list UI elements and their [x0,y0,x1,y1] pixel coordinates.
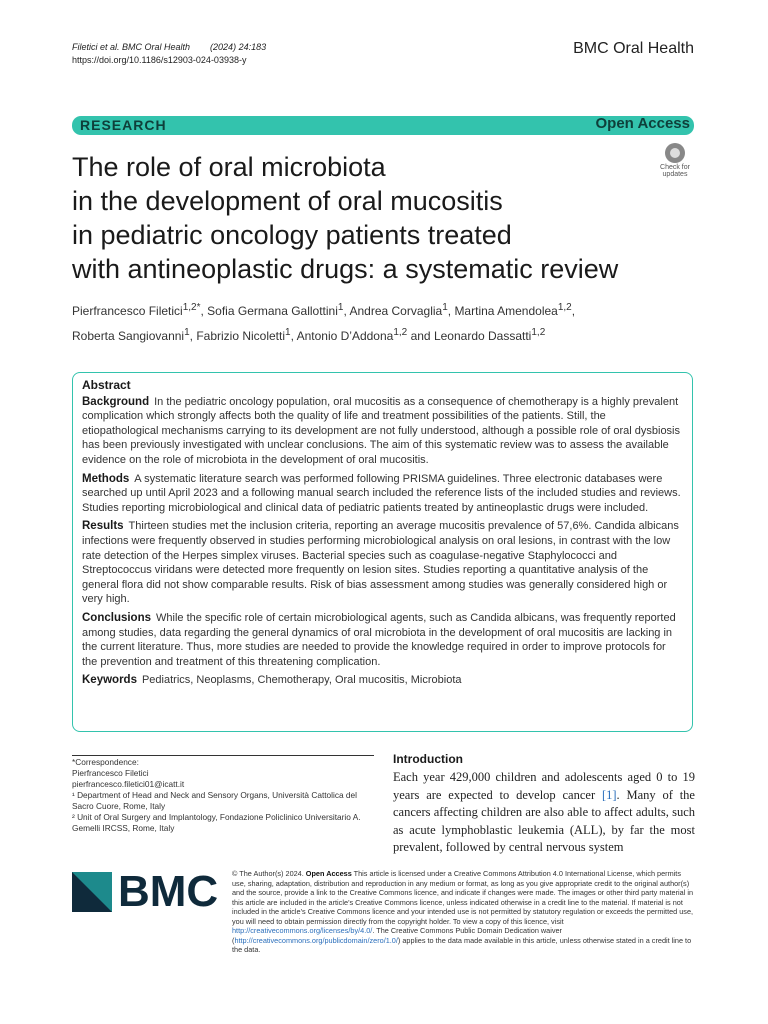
author[interactable]: Roberta Sangiovanni$^1$ [72,327,190,343]
abstract-results: Results Thirteen studies met the inclusion criteria, reporting an average mucositis prevalence of 57,6%. Candida albicans infections were frequently observed in studies performing microbiological analysis on oral lesions, in contrast with the low rate detection of the Herpes simplex viruses. Bacterial species such as coagulase-negative Staphylococci and Streptococcus viridans were detected more frequently on lesion sites. Studies reporting a quantitative analysis of the general flora did not show comparable results. Risk of bias assessment among studies was generally considered high or very high. [82,520,679,606]
title-line: with antineoplastic drugs: a systematic review [72,254,619,284]
author-list: Pierfrancesco Filetici$^{1,2*}$, Sofia Germana Gallottini$^1$, Andrea Corvaglia$^1$, Martina Amendolea$^{1,2}$, Roberta Sangiovanni$^1$, Fabrizio Nicoletti$^1$, Antonio D’Addona$^{1,2}$ and Leonardo Dassatti$^{1,2}$ [72,302,576,343]
article-type: RESEARCH [80,117,167,133]
journal-name: BMC Oral Health [573,40,694,57]
bmc-logo-icon [72,872,112,912]
reference-link[interactable]: [1] [601,787,617,802]
abstract-conclusions: Conclusions While the specific role of certain microbiological agents, such as Candida albicans, was frequently reported among studies, data regarding the general dynamics of oral microbiota in the development of oral mucositis are lacking in the current literature. Thus, more studies are needed to provide the knowledge required in order to improve protocols for the prevention and treatment of this threatening complication. [82,611,676,668]
title-line: The role of oral microbiota [72,152,386,182]
abstract-methods: Methods A systematic literature search was performed following PRISMA guidelines. Three electronic databases were searched up until April 2023 and a following manual search included the reference lists of the included studies and reviews. Studies reporting microbiological and clinical data of pediatric patients treated by antineoplastic drugs were included. [82,472,681,514]
abstract-heading: Abstract [82,378,131,392]
correspondence-label: *Correspondence: [72,757,139,767]
author[interactable]: Fabrizio Nicoletti$^1$ [196,327,291,343]
open-access-label: Open Access [595,115,690,132]
abstract-background: Background In the pediatric oncology population, oral mucositis as a consequence of chemotherapy is a highly prevalent complication which strongly affects both the quality of life and treatment possibilities of the patients. Still, the etiopathological mechanisms carrying to its development are not fully understood, although a possible role of oral dysbiosis has been previously investigated with unclear conclusions. The aim of this systematic review was to assess the available evidence on the role of microbiota in the development of oral mucositis. [82,395,681,466]
citation-header [72,41,266,67]
license-statement: © The Author(s) 2024. Open Access This article is licensed under a Creative Commons Attribution 4.0 International License, which permits use, sharing, adaptation, distribution and reproduction in any medium or format, as long as you give appropriate credit to the original author(s) and the source, provide a link to the Creative Commons licence, and indicate if changes were made. The images or other third party material in this article are included in the article’s Creative Commons licence, unless indicated otherwise in a credit line to the material. If material is not included in the article’s Creative Commons licence and your intended use is not permitted by statutory regulation or exceeds the permitted use, you will need to obtain permission directly from the copyright holder. To view a copy of this licence, visit http://creativecommons.org/licenses/by/4.0/. The Creative Commons Public Domain Dedication waiver (http://creativecommons.org/publicdomain/zero/1.0/) applies to the data made available in this article, unless otherwise stated in a credit line to the data. [232,869,694,954]
doi-link[interactable]: https://doi.org/10.1186/s12903-024-03938-y [72,55,247,65]
footnote-divider [72,755,374,756]
introduction-text: Each year 429,000 children and adolescents aged 0 to 19 years are expected to develop cancer [1]. Many of the cancers affecting children are also able to affect adults, such as acute lymphoblastic leukemia (ALL), by far the most prevalent, followed by central nervous system [393,770,695,854]
introduction-section [393,752,695,857]
license-link[interactable]: http://creativecommons.org/licenses/by/4.0/ [232,926,373,935]
correspondence-name: Pierfrancesco Filetici [72,768,149,778]
abstract-box [72,372,693,732]
affiliation-2: ² Unit of Oral Surgery and Implantology, Fondazione Policlinico Universitario A. Gemelli IRCSS, Rome, Italy [72,812,361,833]
author[interactable]: Antonio D’Addona$^{1,2}$ [296,327,408,343]
author[interactable]: Leonardo Dassatti$^{1,2}$ [433,327,546,343]
year-volume: (2024) 24:183 [210,42,267,52]
introduction-heading: Introduction [393,752,463,766]
public-domain-link[interactable]: http://creativecommons.org/publicdomain/zero/1.0/ [234,935,398,945]
badge-line2: updates [662,171,688,178]
title-line: in pediatric oncology patients treated [72,220,512,250]
affiliation-1: ¹ Department of Head and Neck and Sensory Organs, Università Cattolica del Sacro Cuore, Rome, Italy [72,790,357,811]
badge-line1: Check for [660,164,690,171]
article-type-banner [72,116,694,135]
author[interactable]: Martina Amendolea$^{1,2}$ [454,302,572,318]
article-title [72,150,662,286]
journal-cite: Filetici et al. BMC Oral Health [72,42,191,52]
correspondence-block [72,757,372,834]
author[interactable]: Sofia Germana Gallottini$^1$ [207,302,344,318]
author[interactable]: Andrea Corvaglia$^1$ [349,302,448,318]
check-updates-icon [665,143,685,163]
bmc-logo [72,867,219,920]
bmc-logo-text: BMC [118,867,219,916]
title-line: in the development of oral mucositis [72,186,503,216]
abstract-keywords: Keywords Pediatrics, Neoplasms, Chemotherapy, Oral mucositis, Microbiota [82,674,462,687]
correspondence-email[interactable]: pierfrancesco.filetici01@icatt.it [72,779,185,789]
author[interactable]: Pierfrancesco Filetici$^{1,2*}$ [72,302,201,318]
